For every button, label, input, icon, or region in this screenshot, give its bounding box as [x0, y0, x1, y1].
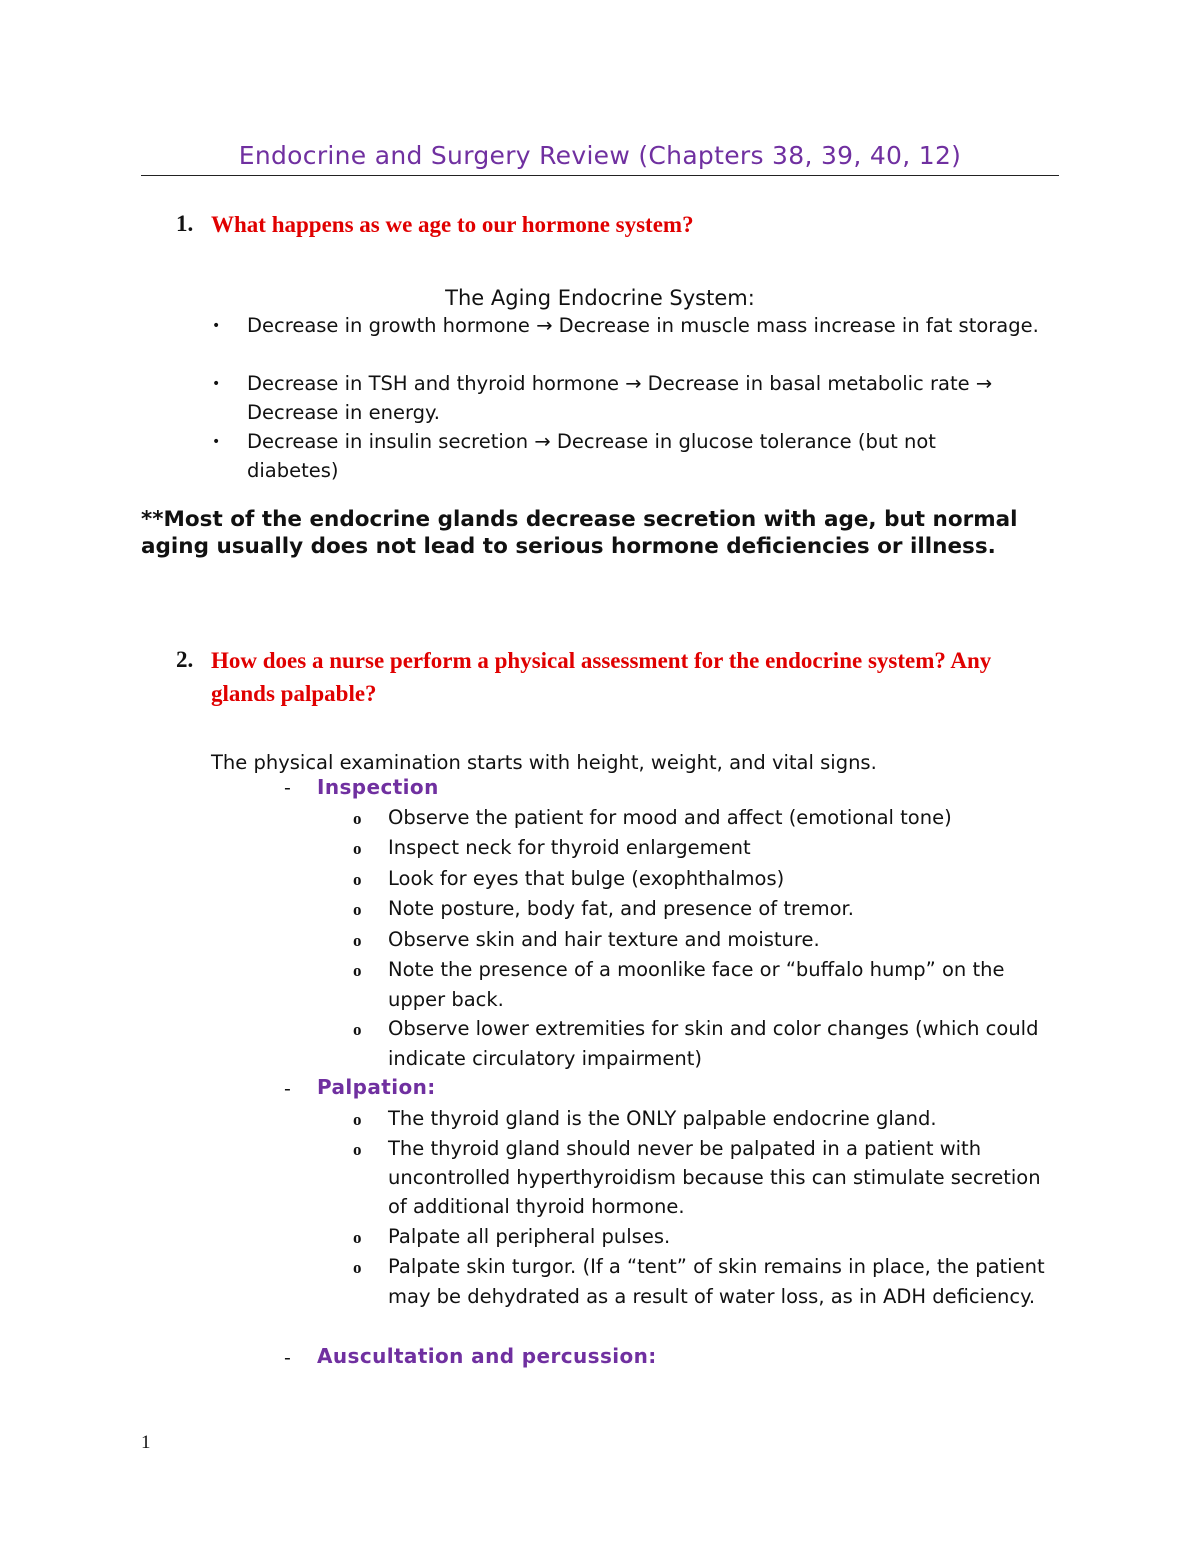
- aging-note: **Most of the endocrine glands decrease secretion with age, but normal aging usually does not lead to serious hormone deficiencies or illness.: [141, 507, 1018, 559]
- bullet-icon: •: [212, 376, 221, 392]
- palpation-item-3: Palpate all peripheral pulses.: [388, 1225, 671, 1248]
- circle-bullet-icon: o: [353, 839, 362, 858]
- circle-bullet-icon: o: [353, 1020, 362, 1039]
- dash-marker: -: [284, 777, 291, 799]
- aging-bullet-3: Decrease in insulin secretion → Decrease in glucose tolerance (but not diabetes): [247, 430, 936, 482]
- question-1-number: 1.: [176, 211, 194, 236]
- page-number: 1: [141, 1432, 151, 1453]
- circle-bullet-icon: o: [353, 1110, 362, 1129]
- circle-bullet-icon: o: [353, 870, 362, 889]
- palpation-item-4: Palpate skin turgor. (If a “tent” of skin remains in place, the patient may be dehydrated as a result of water loss, as in ADH deficiency.: [388, 1255, 1045, 1308]
- dash-marker: -: [284, 1078, 291, 1100]
- section-label-palpation: Palpation:: [317, 1075, 436, 1099]
- aging-bullet-1: Decrease in growth hormone → Decrease in muscle mass increase in fat storage.: [247, 314, 1039, 337]
- circle-bullet-icon: o: [353, 1228, 362, 1247]
- inspection-item-4: Note posture, body fat, and presence of tremor.: [388, 897, 854, 920]
- circle-bullet-icon: o: [353, 961, 362, 980]
- dash-marker: -: [284, 1347, 291, 1369]
- inspection-item-2: Inspect neck for thyroid enlargement: [388, 836, 751, 859]
- palpation-item-1: The thyroid gland is the ONLY palpable endocrine gland.: [388, 1107, 937, 1130]
- section-label-inspection: Inspection: [317, 775, 439, 799]
- bullet-icon: •: [212, 434, 221, 450]
- question-2-number: 2.: [176, 647, 194, 672]
- section-label-auscultation: Auscultation and percussion:: [317, 1344, 657, 1368]
- inspection-item-7: Observe lower extremities for skin and color changes (which could indicate circulatory impairment): [388, 1017, 1039, 1070]
- inspection-item-5: Observe skin and hair texture and moisture.: [388, 928, 820, 951]
- circle-bullet-icon: o: [353, 931, 362, 950]
- circle-bullet-icon: o: [353, 1258, 362, 1277]
- question-2-text: How does a nurse perform a physical assessment for the endocrine system? Any glands palpable?: [211, 648, 992, 706]
- exam-intro: The physical examination starts with height, weight, and vital signs.: [211, 751, 877, 774]
- inspection-item-1: Observe the patient for mood and affect (emotional tone): [388, 806, 952, 829]
- inspection-item-6: Note the presence of a moonlike face or “buffalo hump” on the upper back.: [388, 958, 1005, 1011]
- circle-bullet-icon: o: [353, 1140, 362, 1159]
- circle-bullet-icon: o: [353, 900, 362, 919]
- title-underline: [141, 175, 1059, 176]
- palpation-item-2: The thyroid gland should never be palpated in a patient with uncontrolled hyperthyroidism because this can stimulate secretion of additional thyroid hormone.: [388, 1137, 1041, 1218]
- bullet-icon: •: [212, 318, 221, 334]
- inspection-item-3: Look for eyes that bulge (exophthalmos): [388, 867, 785, 890]
- aging-bullet-2: Decrease in TSH and thyroid hormone → Decrease in basal metabolic rate → Decrease in energy.: [247, 372, 993, 424]
- question-1-text: What happens as we age to our hormone system?: [211, 212, 694, 237]
- circle-bullet-icon: o: [353, 809, 362, 828]
- aging-subheading: The Aging Endocrine System:: [445, 286, 755, 310]
- document-title: Endocrine and Surgery Review (Chapters 38, 39, 40, 12): [238, 141, 962, 170]
